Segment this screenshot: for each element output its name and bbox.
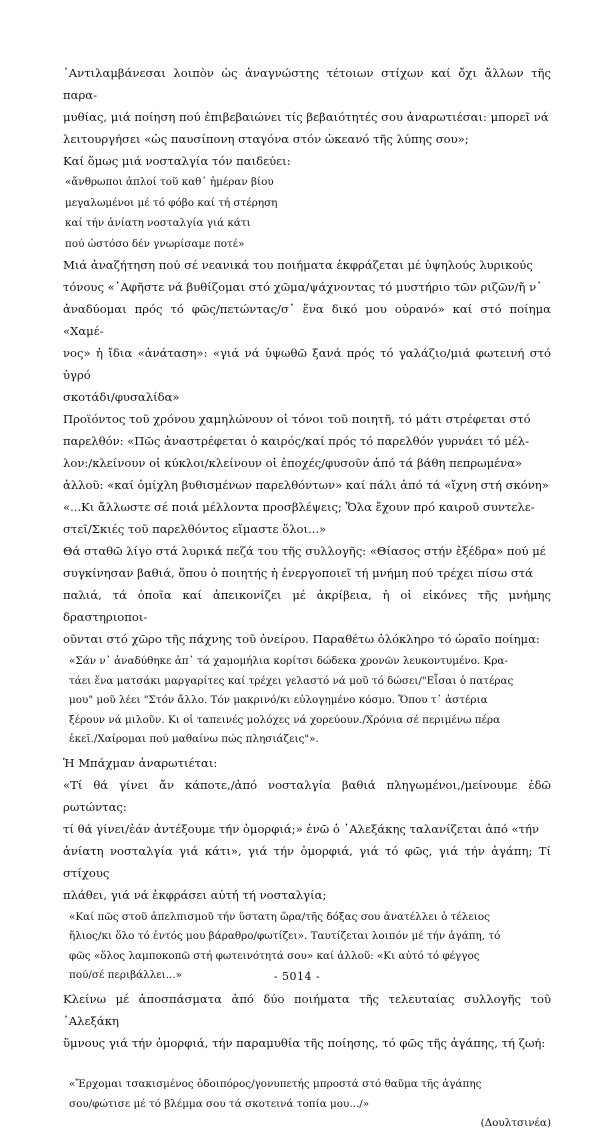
paragraph-8: Κλείνω μέ ἀποσπάσματα ἀπό δύο ποιήματα τῆς τελευταίας συλλογῆς τοῦ ᾿Αλεξάκη ὕμνους γιά τήν ὀμορφιά, τήν παραμυθία τῆς ποίησης, τό φῶς τῆς ἀγάπης, τή ζωή: bbox=[63, 991, 551, 1050]
paragraph-1: ᾿Αντιλαμβάνεσαι λοιπὸν ὡς ἀναγνώστης τέτοιων στίχων καί ὄχι ἄλλων τῆς παρα- μυθίας, μιά ποίηση πού ἐπιβεβαιώνει τίς βεβαιότητές σου ἀναρωτιέσαι: μπορεῖ νά λειτουργήσει «ὡς παυσίπονη σταγόνα στόν ὠκεανό τῆς λύπης σου»; bbox=[63, 66, 551, 146]
page-number: - 5014 - bbox=[273, 970, 321, 983]
block-quote-3: «Ἔρχομαι τσακισμένος ὁδοιπόρος/γονυπετής μπροστά στό θαῦμα τῆς ἀγάπης σου/φώτισε μέ τό βλέμμα σου τά σκοτεινά τοπία μου.../» bbox=[69, 1078, 482, 1110]
paragraph-7: «Τί θά γίνει ἄν κάποτε,/ἀπό νοσταλγία βαθιά πληγωμένοι,/μείνουμε ἐδῶ ρωτώντας: τί θά γίνει/ἐάν ἀντέξουμε τήν ὀμορφιά;» ἐνῶ ὁ ᾿Αλεξάκης ταλανίζεται ἀπό «τήν ἀνίατη νοσταλγία γιά κάτι», γιά τήν ὀμορφιά, γιά τό φῶς, γιά τήν ἀγάπη; Τί στίχους πλάθει, γιά νά ἐκφράσει αὐτή τή νοσταλγία; bbox=[63, 777, 551, 902]
paragraph-5: Θά σταθῶ λίγο στά λυρικά πεζά του τῆς συλλογῆς: «Θίασος στήν ἐξέδρα» πού μέ συγκίνησαν βαθιά, ὅπου ὁ ποιητής ἡ ἐνεργοποιεῖ τή μνήμη πού τρέχει πίσω στά παλιά, τά ὁποῖα καί ἀπεικονίζει μέ ἀκρίβεια, ἡ οἱ εἰκόνες τῆς μνήμης δραστηριοποι- οῦνται στό χῶρο τῆς πάχνης τοῦ ὀνείρου. Παραθέτω ὁλόκληρο τό ὡραῖο ποίημα: bbox=[63, 544, 551, 646]
block-quote-3-container bbox=[69, 1056, 551, 1134]
paragraph-3: Μιά ἀναζήτηση πού σέ νεανικά του ποιήματα ἐκφράζεται μέ ὑψηλούς λυρικούς τόνους «᾿Αφῆστε νά βυθίζομαι στό χῶμα/ψάχνοντας τό μυστήριο τῶν ριζῶν/ἤ ν᾿ ἀναδύομαι πρός τό φῶς/πετώντας/σ᾿ ἕνα δικό μου οὐρανό» καί στό ποίημα «Χαμέ- νος» ἡ ἴδια «ἀνάταση»: «γιά νά ὑψωθῶ ξανά πρός τό γαλάζιο/μιά φωτεινή στό ὑγρό σκοτάδι/φυσαλίδα» bbox=[63, 258, 551, 404]
paragraph-2: Καί ὅμως μιά νοσταλγία τόν παιδεύει: bbox=[63, 154, 291, 168]
block-quote-1: «Σάν ν᾿ ἀναδύθηκε ἀπ᾿ τά χαμομήλια κορίτσι δώδεκα χρονῶν λευκοντυμένο. Κρα- τάει ἕνα ματσάκι μαργαρίτες καί τρέχει γελαστό νά μοῦ τό δώσει/"Εἶσαι ὁ πατέρας μου" μοῦ λέει "Στόν ἄλλο. Τόν μακρινό/κι εὐλογημένο κόσμο. Ὅπου τ᾿ ἀστέρια ξέρουν νά μιλοῦν. Κι οἱ ταπεινές μολόχες νά χορεύουν./Χρόνια σέ περιμένω πέρα ἐκεῖ./Χαίρομαι πού μαθαίνω πώς πλησιάζεις"». bbox=[69, 655, 514, 745]
paragraph-4: Προϊόντος τοῦ χρόνου χαμηλώνουν οἱ τόνοι τοῦ ποιητῆ, τό μάτι στρέφεται στό παρελθόν: «Πῶς ἀναστρέφεται ὁ καιρός/καί πρός τό παρελθόν γυρνάει τό μέλ- λον:/κλείνουν οἱ κύκλοι/κλείνουν οἱ ἐποχές/φυσοῦν ἀπό τά βάθη πεπρωμένα» ἀλλοῦ: «καί ὁμίχλη βυθισμένων παρελθόντων» καί πάλι ἀπό τά «ἴχνη στή σκόνη» «...Κι ἄλλωστε σέ ποιά μέλλοντα προσβλέψεις; Ὅλα ἔχουν πρό καιροῦ συντελε- στεῖ/Σκιές τοῦ παρελθόντος εἴμαστε ὅλοι...» bbox=[63, 412, 549, 536]
block-quote-2: «Καί πῶς στοῦ ἀπελπισμοῦ τήν ὕστατη ὥρα/τῆς δόξας σου ἀνατέλλει ὁ τέλειος ἥλιος/κι ὅλο τό ἐντός μου βάραθρο/φωτίζει». Ταυτίζεται λοιπόν μέ τήν ἀγάπη, τό φῶς «ὅλος λαμποκοπῶ στή φωτεινότητά σου» καί ἀλλοῦ: «Κι αὐτό τό φέγγος πού/σέ περιβάλλει...» bbox=[69, 910, 501, 981]
verse-quote: «ἄνθρωποι ἁπλοί τοῦ καθ᾿ ἡμέραν βίου μεγαλωμένοι μέ τό φόβο καί τή στέρηση καί τήν ἀνίατη νοσταλγία γιά κάτι πού ὡστόσο δέν γνωρίσαμε ποτέ» bbox=[65, 176, 278, 250]
paragraph-6: Ἡ Μπάχμαν ἀναρωτιέται: bbox=[63, 755, 218, 770]
quote-attribution: (Δουλτσινέα) bbox=[480, 1117, 551, 1129]
